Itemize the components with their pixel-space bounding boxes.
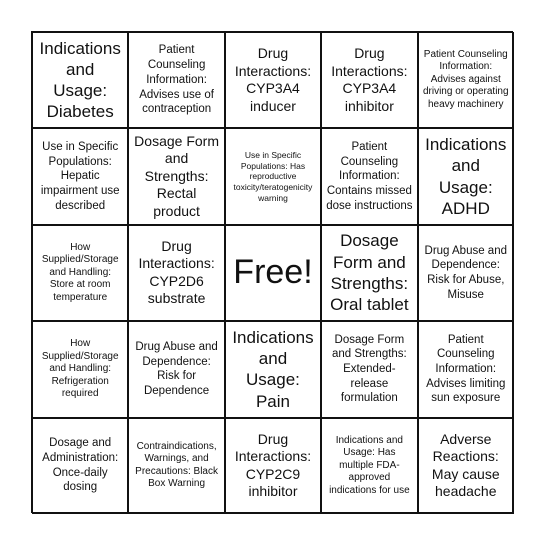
cell-label: Adverse Reactions: May cause headache	[431, 430, 500, 500]
bingo-cell[interactable]	[418, 418, 514, 514]
cell-label: Drug Abuse and Dependence: Risk for Dependence	[135, 340, 218, 398]
bingo-cell[interactable]	[128, 225, 224, 321]
cell-label: Drug Interactions: CYP3A4 inhibitor	[331, 45, 408, 114]
bingo-cell[interactable]	[225, 32, 321, 128]
bingo-cell[interactable]	[418, 32, 514, 128]
bingo-cell[interactable]	[225, 321, 321, 417]
cell-label: How Supplied/Storage and Handling: Store at room temperature	[41, 241, 119, 303]
bingo-cell[interactable]	[128, 128, 224, 224]
cell-label: Use in Specific Populations: Hepatic impairment use described	[40, 140, 120, 212]
bingo-cell[interactable]	[32, 321, 128, 417]
bingo-cell[interactable]	[321, 418, 417, 514]
bingo-cell[interactable]	[32, 225, 128, 321]
cell-label: Patient Counseling Information: Advises against driving or operating heavy machinery	[422, 48, 509, 110]
free-space-cell[interactable]	[225, 225, 321, 321]
cell-label: Drug Interactions: CYP2D6 substrate	[138, 237, 215, 307]
cell-label: Indications and Usage: Diabetes	[39, 38, 121, 122]
cell-label: Indications and Usage: ADHD	[425, 135, 507, 218]
cell-label: Dosage and Administration: Once-daily dosing	[42, 437, 119, 494]
cell-label: Drug Interactions: CYP3A4 inducer	[234, 45, 312, 114]
cell-label: Dosage Form and Strengths: Rectal product	[134, 132, 219, 219]
cell-label: Patient Counseling Information: Advises limiting sun exposure	[426, 333, 506, 405]
cell-label: Contraindications, Warnings, and Precautions: Black Box Warning	[135, 440, 218, 490]
bingo-cell[interactable]	[225, 128, 321, 224]
cell-label: Drug Interactions: CYP2C9 inhibitor	[234, 430, 312, 500]
bingo-cell[interactable]	[418, 128, 514, 224]
cell-label: Indications and Usage: Has multiple FDA-approved indications for use	[329, 434, 410, 496]
bingo-cell[interactable]	[32, 128, 128, 224]
bingo-cell[interactable]	[321, 225, 417, 321]
bingo-board	[31, 31, 513, 513]
bingo-cell[interactable]	[225, 418, 321, 514]
cell-label: Dosage Form and Strengths: Oral tablet	[330, 231, 409, 315]
free-space-label: Free!	[233, 253, 313, 292]
cell-label: Indications and Usage: Pain	[232, 327, 314, 411]
cell-label: Patient Counseling Information: Contains missed dose instructions	[326, 140, 413, 212]
cell-label: Dosage Form and Strengths: Extended-release formulation	[331, 333, 407, 405]
cell-label: How Supplied/Storage and Handling: Refrigeration required	[41, 338, 119, 400]
bingo-cell[interactable]	[418, 225, 514, 321]
bingo-cell[interactable]	[321, 128, 417, 224]
bingo-cell[interactable]	[128, 418, 224, 514]
bingo-cell[interactable]	[321, 32, 417, 128]
bingo-cell[interactable]	[32, 418, 128, 514]
bingo-cell[interactable]	[32, 32, 128, 128]
bingo-cell[interactable]	[321, 321, 417, 417]
cell-label: Use in Specific Populations: Has reproductive toxicity/teratogenicity warning	[233, 150, 313, 203]
cell-label: Patient Counseling Information: Advises use of contraception	[139, 44, 214, 116]
bingo-cell[interactable]	[418, 321, 514, 417]
bingo-cell[interactable]	[128, 32, 224, 128]
bingo-cell[interactable]	[128, 321, 224, 417]
cell-label: Drug Abuse and Dependence: Risk for Abuse, Misuse	[424, 244, 507, 301]
